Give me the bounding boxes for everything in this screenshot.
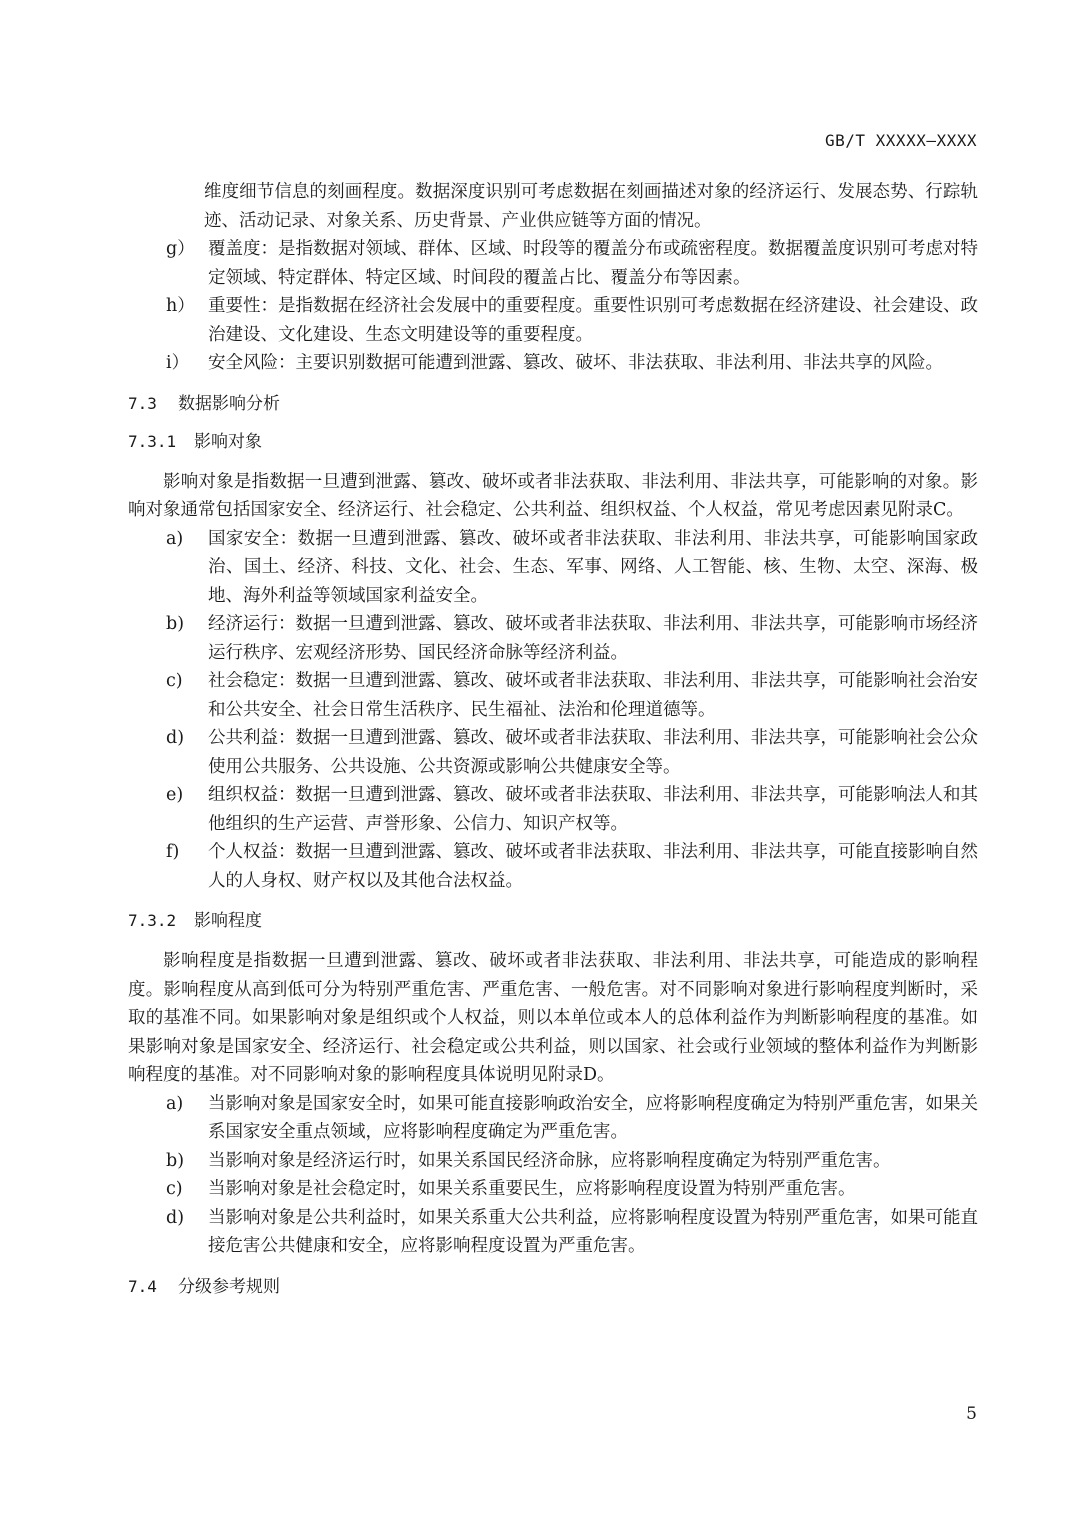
list-item bbox=[128, 667, 978, 724]
section-title: 数据影响分析 bbox=[178, 393, 280, 414]
item-label: d) bbox=[166, 1207, 185, 1228]
item-label: a) bbox=[166, 1093, 184, 1114]
section-heading-7-4 bbox=[128, 1273, 978, 1301]
standard-code: GB/T XXXXX—XXXX bbox=[825, 131, 977, 150]
item-text: 重要性：是指数据在经济社会发展中的重要程度。重要性识别可考虑数据在经济建设、社会建设、政治建设、文化建设、生态文明建设等的重要程度。 bbox=[208, 296, 978, 345]
list-item bbox=[128, 1204, 978, 1261]
list-item bbox=[128, 610, 978, 667]
item-label: a) bbox=[166, 528, 184, 549]
list-item bbox=[128, 349, 978, 378]
item-label: d) bbox=[166, 728, 185, 748]
list-item bbox=[128, 1147, 978, 1176]
item-text: 当影响对象是国家安全时，如果可能直接影响政治安全，应将影响程度确定为特别严重危害，如果关系国家安全重点领域，应将影响程度确定为严重危害。 bbox=[208, 1093, 978, 1142]
page-number: 5 bbox=[966, 1404, 977, 1424]
item-text: 覆盖度：是指数据对领域、群体、区域、时段等的覆盖分布或疏密程度。数据覆盖度识别可考虑对特定领域、特定群体、特定区域、时间段的覆盖占比、覆盖分布等因素。 bbox=[208, 239, 978, 288]
item-text: 公共利益：数据一旦遭到泄露、篡改、破坏或者非法获取、非法利用、非法共享，可能影响社会公众使用公共服务、公共设施、公共资源或影响公共健康安全等。 bbox=[208, 728, 978, 777]
list-item bbox=[128, 525, 978, 611]
item-text: 组织权益：数据一旦遭到泄露、篡改、破坏或者非法获取、非法利用、非法共享，可能影响法人和其他组织的生产运营、声誉形象、公信力、知识产权等。 bbox=[208, 785, 978, 834]
section-title: 影响程度 bbox=[194, 911, 262, 931]
section-number: 7.4 bbox=[128, 1276, 157, 1296]
top-list bbox=[128, 235, 978, 378]
item-text: 当影响对象是经济运行时，如果关系国民经济命脉，应将影响程度确定为特别严重危害。 bbox=[208, 1150, 891, 1171]
item-text: 个人权益：数据一旦遭到泄露、篡改、破坏或者非法获取、非法利用、非法共享，可能直接影响自然人的人身权、财产权以及其他合法权益。 bbox=[208, 842, 978, 891]
item-label: h） bbox=[166, 296, 195, 316]
item-label: c) bbox=[166, 1179, 183, 1199]
list-item bbox=[128, 292, 978, 349]
item-label: b) bbox=[166, 1150, 185, 1171]
item-text: 国家安全：数据一旦遭到泄露、篡改、破坏或者非法获取、非法利用、非法共享，可能影响国家政治、国土、经济、科技、文化、社会、生态、军事、网络、人工智能、核、生物、太空、深海、极地、海外利益等领域国家利益安全。 bbox=[208, 528, 978, 606]
impact-object-intro: 影响对象是指数据一旦遭到泄露、篡改、破坏或者非法获取、非法利用、非法共享，可能影响的对象。影响对象通常包括国家安全、经济运行、社会稳定、公共利益、组织权益、个人权益，常见考虑因素见附录C。 bbox=[128, 471, 978, 520]
section-title: 影响对象 bbox=[194, 431, 262, 452]
section-number: 7.3 bbox=[128, 393, 157, 413]
list-item bbox=[128, 724, 978, 781]
section-heading-7-3-1 bbox=[128, 428, 978, 456]
section-number: 7.3.1 bbox=[128, 431, 177, 451]
item-label: i） bbox=[166, 353, 190, 373]
item-label: g） bbox=[166, 239, 195, 259]
list-item bbox=[128, 781, 978, 838]
impact-object-list bbox=[128, 525, 978, 896]
item-text: 社会稳定：数据一旦遭到泄露、篡改、破坏或者非法获取、非法利用、非法共享，可能影响社会治安和公共安全、社会日常生活秩序、民生福祉、法治和伦理道德等。 bbox=[208, 671, 978, 720]
list-item bbox=[128, 1175, 978, 1204]
item-label: b) bbox=[166, 614, 185, 634]
item-text: 安全风险：主要识别数据可能遭到泄露、篡改、破坏、非法获取、非法利用、非法共享的风险。 bbox=[208, 353, 943, 373]
section-number: 7.3.2 bbox=[128, 911, 177, 930]
item-label: c) bbox=[166, 671, 183, 691]
impact-degree-list bbox=[128, 1090, 978, 1261]
section-title: 分级参考规则 bbox=[178, 1276, 280, 1297]
list-item bbox=[128, 1090, 978, 1147]
page-content bbox=[128, 178, 978, 1301]
list-item bbox=[128, 235, 978, 292]
list-item bbox=[128, 838, 978, 895]
continued-paragraph: 维度细节信息的刻画程度。数据深度识别可考虑数据在刻画描述对象的经济运行、发展态势、行踪轨迹、活动记录、对象关系、历史背景、产业供应链等方面的情况。 bbox=[204, 182, 978, 231]
section-heading-7-3-2 bbox=[128, 907, 978, 935]
item-text: 经济运行：数据一旦遭到泄露、篡改、破坏或者非法获取、非法利用、非法共享，可能影响市场经济运行秩序、宏观经济形势、国民经济命脉等经济利益。 bbox=[208, 614, 978, 663]
item-text: 当影响对象是社会稳定时，如果关系重要民生，应将影响程度设置为特别严重危害。 bbox=[208, 1179, 856, 1199]
item-text: 当影响对象是公共利益时，如果关系重大公共利益，应将影响程度设置为特别严重危害，如果可能直接危害公共健康和安全，应将影响程度设置为严重危害。 bbox=[208, 1207, 978, 1256]
impact-degree-intro: 影响程度是指数据一旦遭到泄露、篡改、破坏或者非法获取、非法利用、非法共享，可能造成的影响程度。影响程度从高到低可分为特别严重危害、严重危害、一般危害。对不同影响对象进行影响程度判断时，采取的基准不同。如果影响对象是组织或个人权益，则以本单位或本人的总体利益作为判断影响程度的基准。如果影响对象是国家安全、经济运行、社会稳定或公共利益，则以国家、社会或行业领域的整体利益作为判断影响程度的基准。对不同影响对象的影响程度具体说明见附录D。 bbox=[128, 951, 978, 1085]
item-label: e) bbox=[166, 785, 184, 805]
item-label: f) bbox=[166, 842, 180, 862]
section-heading-7-3 bbox=[128, 390, 978, 418]
